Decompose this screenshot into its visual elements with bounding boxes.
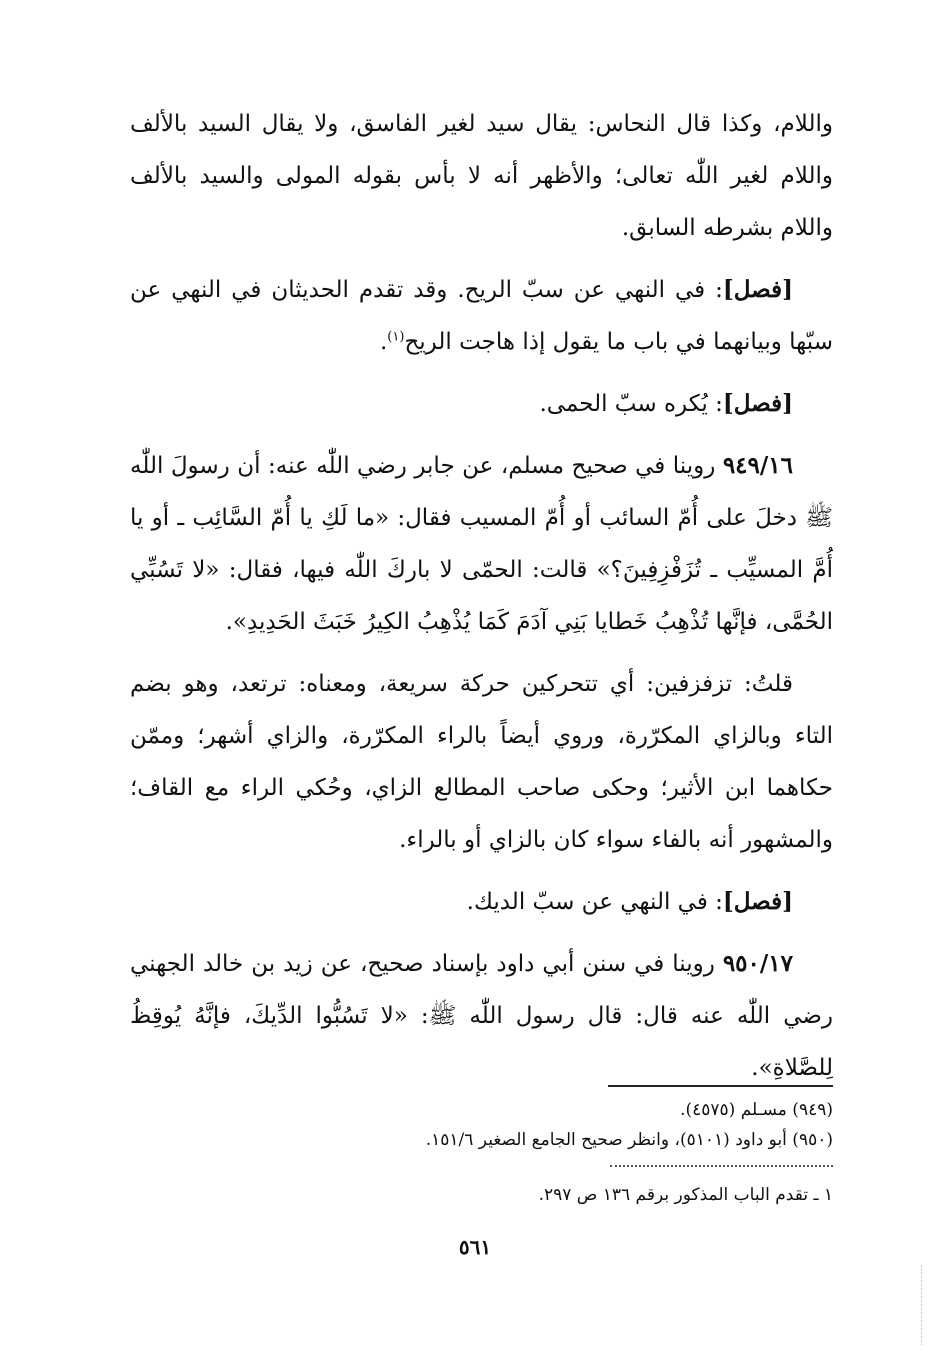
- section-heading: [فصل]: [722, 276, 793, 303]
- author-notes: [300, 1180, 833, 1210]
- dotted-separator: [610, 1165, 833, 1167]
- page-number: ٥٦١: [458, 1235, 492, 1259]
- paragraph-2-tail: .: [379, 329, 388, 355]
- paragraph-2: [130, 264, 833, 368]
- paragraph-5: [130, 658, 833, 866]
- footnote-mark: (١): [387, 329, 405, 345]
- section-heading: [فصل]: [722, 888, 793, 915]
- paragraph-1-text: واللام، وكذا قال النحاس: يقال سيد لغير الفاسق، ولا يقال السيد بالألف واللام لغير اللّٰه تعالى؛ والأظهر أنه لا بأس بقوله المولى والسيد بالألف واللام بشرطه السابق.: [130, 111, 833, 241]
- hadith-number: ٩٤٩/١٦: [722, 452, 793, 479]
- paragraph-6: [130, 876, 833, 928]
- main-text: [130, 98, 833, 1094]
- paragraph-3-text: : يُكره سبّ الحمى.: [539, 391, 723, 417]
- hadith-number: ٩٥٠/١٧: [722, 950, 793, 977]
- hadith-references: [300, 1095, 833, 1155]
- paragraph-1: [130, 98, 833, 254]
- paragraph-4-text: روينا في صحيح مسلم، عن جابر رضي اللّٰه عنه: أن رسولَ اللّٰه ﷺ دخلَ على أُمّ السائب أو أُمّ المسيب فقال: «ما لَكِ يا أُمّ السَّائِب ـ أو يا أُمَّ المسيِّب ـ تُزَفْزِفِينَ؟» قالت: الحمّى لا باركَ اللّٰه فيها، فقال: «لا تَسُبِّي الحُمَّى، فإنَّها تُذْهِبُ خَطايا بَنِي آدَمَ كَمَا يُذْهِبُ الكِيرُ خَبَثَ الحَدِيدِ».: [130, 453, 833, 635]
- paragraph-5-text: قلتُ: تزفزفين: أي تتحركين حركة سريعة، ومعناه: ترتعد، وهو بضم التاء وبالزاي المكرّرة، وروي أيضاً بالراء المكرّرة، والزاي أشهر؛ وممّن حكاهما ابن الأثير؛ وحكى صاحب المطالع الزاي، وحُكي الراء مع القاف؛ والمشهور أنه بالفاء سواء كان بالزاي أو بالراء.: [130, 671, 833, 853]
- paragraph-4: [130, 440, 833, 648]
- paragraph-7-text: روينا في سنن أبي داود بإسناد صحيح، عن زيد بن خالد الجهني رضي اللّٰه عنه قال: قال رسول اللّٰه ﷺ: «لا تَسُبُّوا الدِّيكَ، فإنَّهُ يُوقِظُ لِلصَّلاةِ».: [130, 951, 833, 1081]
- section-heading: [فصل]: [722, 390, 793, 417]
- paragraph-3: [130, 378, 833, 430]
- paragraph-2-text: : في النهي عن سبّ الريح. وقد تقدم الحديثان في النهي عن سبّها وبيانهما في باب ما يقول إذا هاجت الريح: [130, 277, 833, 355]
- paragraph-6-text: : في النهي عن سبّ الديك.: [466, 889, 723, 915]
- footnote-line: ١ ـ تقدم الباب المذكور برقم ١٣٦ ص ٢٩٧.: [538, 1185, 833, 1205]
- scan-margin-mark: [921, 1265, 922, 1345]
- paragraph-7: [130, 938, 833, 1094]
- footnote-separator: [608, 1085, 833, 1087]
- footnote-line: (٩٥٠) أبو داود (٥١٠١)، وانظر صحيح الجامع الصغير ١٥١/٦.: [425, 1130, 833, 1150]
- footnote-line: (٩٤٩) مسـلم (٤٥٧٥).: [680, 1100, 833, 1120]
